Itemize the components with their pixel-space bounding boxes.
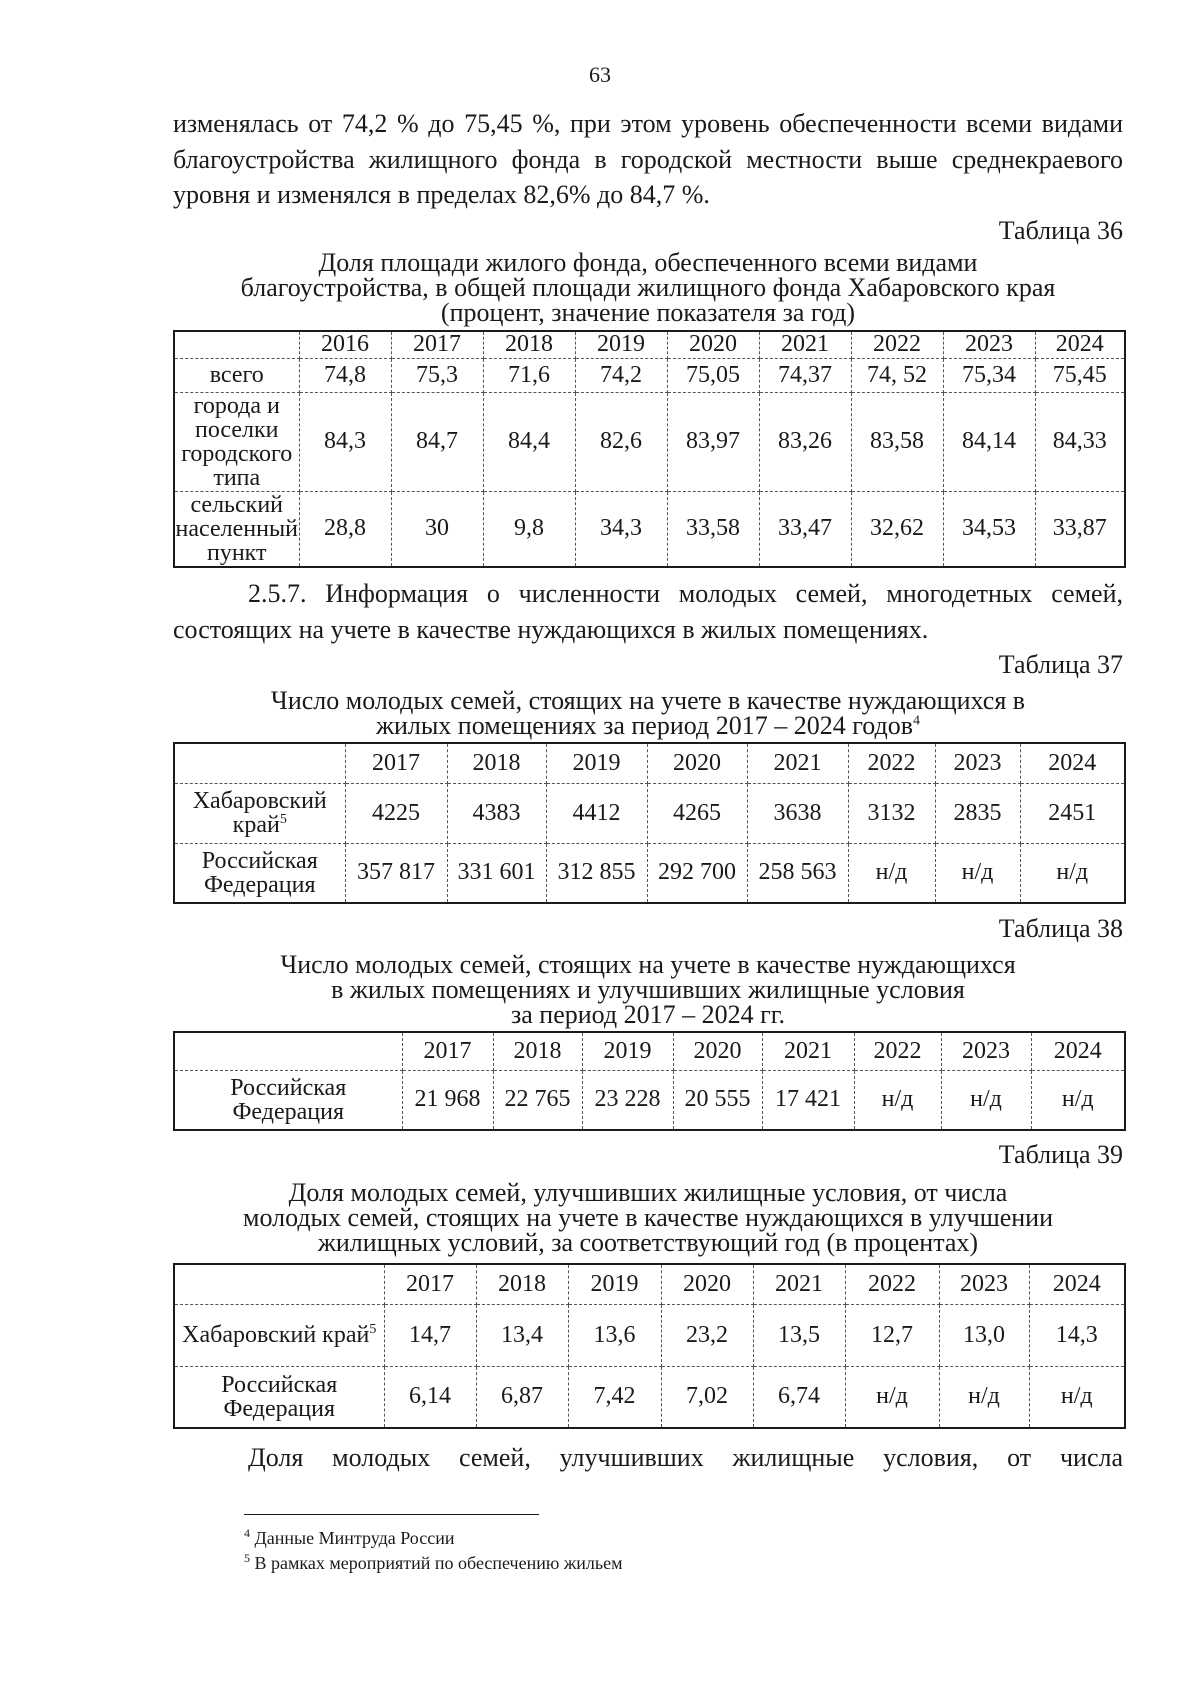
year-header: 2016 (299, 331, 391, 358)
footnote (244, 1528, 455, 1549)
table-38-title-line: за период 2017 – 2024 гг. (510, 1000, 786, 1029)
table-cell: н/д (1029, 1366, 1125, 1428)
table-row (174, 843, 1125, 903)
year-header: 2019 (582, 1032, 673, 1070)
table-cell: 312 855 (546, 843, 647, 903)
table-cell: 75,45 (1035, 358, 1125, 392)
table-36-title-line: Доля площади жилого фонда, обеспеченного всеми видами (318, 248, 978, 277)
year-header: 2024 (1035, 331, 1125, 358)
table-cell: н/д (854, 1070, 941, 1130)
table-cell: 34,53 (943, 491, 1035, 567)
table-cell: 6,14 (384, 1366, 476, 1428)
table-cell: 84,4 (483, 392, 575, 491)
row-label: Российская Федерация (174, 843, 345, 903)
table-cell: 258 563 (747, 843, 848, 903)
table-cell: 84,7 (391, 392, 483, 491)
table-36-title (173, 250, 1123, 325)
table-36-title-line: благоустройства, в общей площади жилищного фонда Хабаровского края (240, 273, 1056, 302)
year-header: 2023 (943, 331, 1035, 358)
year-header: 2021 (762, 1032, 854, 1070)
footnote-mark: 4 (244, 1526, 250, 1540)
table-38-label: Таблица 38 (998, 914, 1123, 943)
footnote-mark: 5 (244, 1551, 250, 1565)
table-cell: 17 421 (762, 1070, 854, 1130)
table-cell: 74,37 (759, 358, 851, 392)
table-cell: 84,14 (943, 392, 1035, 491)
table-39 (173, 1263, 1126, 1429)
year-header: 2017 (384, 1264, 476, 1304)
year-header: 2018 (476, 1264, 568, 1304)
table-37-title-line: Число молодых семей, стоящих на учете в качестве нуждающихся в (270, 686, 1026, 715)
table-38-corner (174, 1032, 402, 1070)
table-cell: н/д (941, 1070, 1031, 1130)
table-row (174, 491, 1125, 567)
table-cell: 4265 (647, 783, 747, 843)
table-39-title-line: Доля молодых семей, улучшивших жилищные условия, от числа (288, 1178, 1008, 1207)
year-header: 2018 (493, 1032, 582, 1070)
table-cell: 83,58 (851, 392, 943, 491)
table-cell: 2835 (935, 783, 1020, 843)
table-cell: н/д (1020, 843, 1125, 903)
year-header: 2022 (854, 1032, 941, 1070)
table-cell: н/д (939, 1366, 1029, 1428)
year-header: 2017 (345, 743, 447, 783)
year-header: 2017 (391, 331, 483, 358)
table-37-title-text: жилых помещениях за период 2017 – 2024 годов (375, 711, 913, 740)
table-cell: 20 555 (673, 1070, 762, 1130)
table-cell: 4383 (447, 783, 546, 843)
year-header: 2020 (673, 1032, 762, 1070)
table-row (174, 392, 1125, 491)
table-cell: 75,05 (667, 358, 759, 392)
year-header: 2020 (667, 331, 759, 358)
row-label: всего (174, 358, 299, 392)
table-37-title-line (173, 713, 1123, 738)
table-cell: 22 765 (493, 1070, 582, 1130)
table-cell: 75,34 (943, 358, 1035, 392)
table-cell: 6,87 (476, 1366, 568, 1428)
table-cell: 74,8 (299, 358, 391, 392)
year-header: 2022 (845, 1264, 939, 1304)
table-36-title-line: (процент, значение показателя за год) (440, 298, 856, 327)
table-cell: 4225 (345, 783, 447, 843)
year-header: 2021 (753, 1264, 845, 1304)
row-label-text: Хабаровский край (192, 788, 327, 838)
year-header: 2017 (402, 1032, 493, 1070)
table-37-title (173, 688, 1123, 738)
table-cell: н/д (1031, 1070, 1125, 1130)
table-39-title (173, 1180, 1123, 1255)
row-label-text: Хабаровский край (182, 1322, 370, 1348)
year-header: 2020 (647, 743, 747, 783)
table-36 (173, 330, 1126, 568)
footnote-ref: 4 (913, 713, 920, 729)
year-header: 2022 (848, 743, 935, 783)
year-header: 2021 (747, 743, 848, 783)
table-cell: 13,6 (568, 1304, 661, 1366)
year-header: 2019 (546, 743, 647, 783)
table-cell: 7,42 (568, 1366, 661, 1428)
table-38-title-line: в жилых помещениях и улучшивших жилищные условия (331, 975, 965, 1004)
year-header: 2022 (851, 331, 943, 358)
table-row (174, 358, 1125, 392)
table-cell: 23 228 (582, 1070, 673, 1130)
section-paragraph: 2.5.7. Информация о численности молодых семей, многодетных семей, состоящих на учете в качестве нуждающихся в жилых помещениях. (173, 579, 1123, 644)
table-cell: 32,62 (851, 491, 943, 567)
table-row (174, 1304, 1125, 1366)
row-label (174, 783, 345, 843)
table-row (174, 1070, 1125, 1130)
table-cell: 13,5 (753, 1304, 845, 1366)
table-38 (173, 1031, 1126, 1131)
table-cell: н/д (848, 843, 935, 903)
year-header: 2019 (575, 331, 667, 358)
row-label: сельский населенный пункт (175, 491, 298, 566)
table-cell: 83,26 (759, 392, 851, 491)
table-cell: 84,33 (1035, 392, 1125, 491)
intro-paragraph: изменялась от 74,2 % до 75,45 %, при этом уровень обеспеченности всеми видами благоустройства жилищного фонда в городской местности выше среднекраевого уровня и изменялся в пределах 82,6% до 84,7 %. (173, 109, 1123, 209)
table-cell: 3638 (747, 783, 848, 843)
table-cell: 6,74 (753, 1366, 845, 1428)
row-label: Российская Федерация (174, 1366, 384, 1428)
year-header: 2018 (483, 331, 575, 358)
row-label (174, 1304, 384, 1366)
year-header: 2024 (1020, 743, 1125, 783)
footnote-separator (244, 1514, 539, 1515)
table-cell: 21 968 (402, 1070, 493, 1130)
table-37-corner (174, 743, 345, 783)
table-39-label: Таблица 39 (998, 1140, 1123, 1169)
row-label: Российская Федерация (174, 1070, 402, 1130)
table-cell: 13,4 (476, 1304, 568, 1366)
footnote-text: Данные Минтруда России (254, 1528, 455, 1548)
table-cell: 84,3 (299, 392, 391, 491)
table-39-title-line: молодых семей, стоящих на учете в качестве нуждающихся в улучшении (242, 1203, 1053, 1232)
table-cell: 4412 (546, 783, 647, 843)
table-38-title-line: Число молодых семей, стоящих на учете в качестве нуждающихся (280, 950, 1016, 979)
table-cell: 23,2 (661, 1304, 753, 1366)
year-header: 2023 (939, 1264, 1029, 1304)
table-36-corner (174, 331, 299, 358)
table-cell: 74,2 (575, 358, 667, 392)
table-36-label: Таблица 36 (998, 216, 1123, 245)
table-row (174, 783, 1125, 843)
table-cell: 13,0 (939, 1304, 1029, 1366)
table-cell: 7,02 (661, 1366, 753, 1428)
table-cell: 33,47 (759, 491, 851, 567)
table-cell: 331 601 (447, 843, 546, 903)
year-header: 2024 (1029, 1264, 1125, 1304)
table-cell: 12,7 (845, 1304, 939, 1366)
table-cell: 33,58 (667, 491, 759, 567)
year-header: 2019 (568, 1264, 661, 1304)
footnote-text: В рамках мероприятий по обеспечению жильем (254, 1553, 623, 1573)
table-cell: 357 817 (345, 843, 447, 903)
table-cell: 3132 (848, 783, 935, 843)
table-cell: 33,87 (1035, 491, 1125, 567)
table-38-title (173, 952, 1123, 1027)
year-header: 2020 (661, 1264, 753, 1304)
table-cell: 74, 52 (851, 358, 943, 392)
year-header: 2018 (447, 743, 546, 783)
footnote (244, 1553, 622, 1574)
table-cell: 71,6 (483, 358, 575, 392)
table-cell: 30 (391, 491, 483, 567)
year-header: 2023 (935, 743, 1020, 783)
table-39-corner (174, 1264, 384, 1304)
table-cell: 82,6 (575, 392, 667, 491)
table-cell: 14,7 (384, 1304, 476, 1366)
table-cell: н/д (935, 843, 1020, 903)
table-37 (173, 742, 1126, 904)
table-cell: 75,3 (391, 358, 483, 392)
row-label: города и поселки городского типа (174, 392, 299, 491)
footnote-ref: 5 (279, 812, 287, 827)
year-header: 2024 (1031, 1032, 1125, 1070)
page-number: 63 (589, 62, 611, 87)
table-cell: 14,3 (1029, 1304, 1125, 1366)
table-37-label: Таблица 37 (998, 650, 1123, 679)
table-row (174, 1366, 1125, 1428)
year-header: 2023 (941, 1032, 1031, 1070)
closing-paragraph: Доля молодых семей, улучшивших жилищные условия, от числа (248, 1443, 1123, 1472)
year-header: 2021 (759, 331, 851, 358)
table-cell: 83,97 (667, 392, 759, 491)
table-cell: 34,3 (575, 491, 667, 567)
table-cell: 2451 (1020, 783, 1125, 843)
table-39-title-line: жилищных условий, за соответствующий год (в процентах) (317, 1228, 979, 1257)
table-cell: 292 700 (647, 843, 747, 903)
table-cell: 9,8 (483, 491, 575, 567)
table-cell: 28,8 (299, 491, 391, 567)
table-cell: н/д (845, 1366, 939, 1428)
footnote-ref: 5 (369, 1322, 377, 1337)
